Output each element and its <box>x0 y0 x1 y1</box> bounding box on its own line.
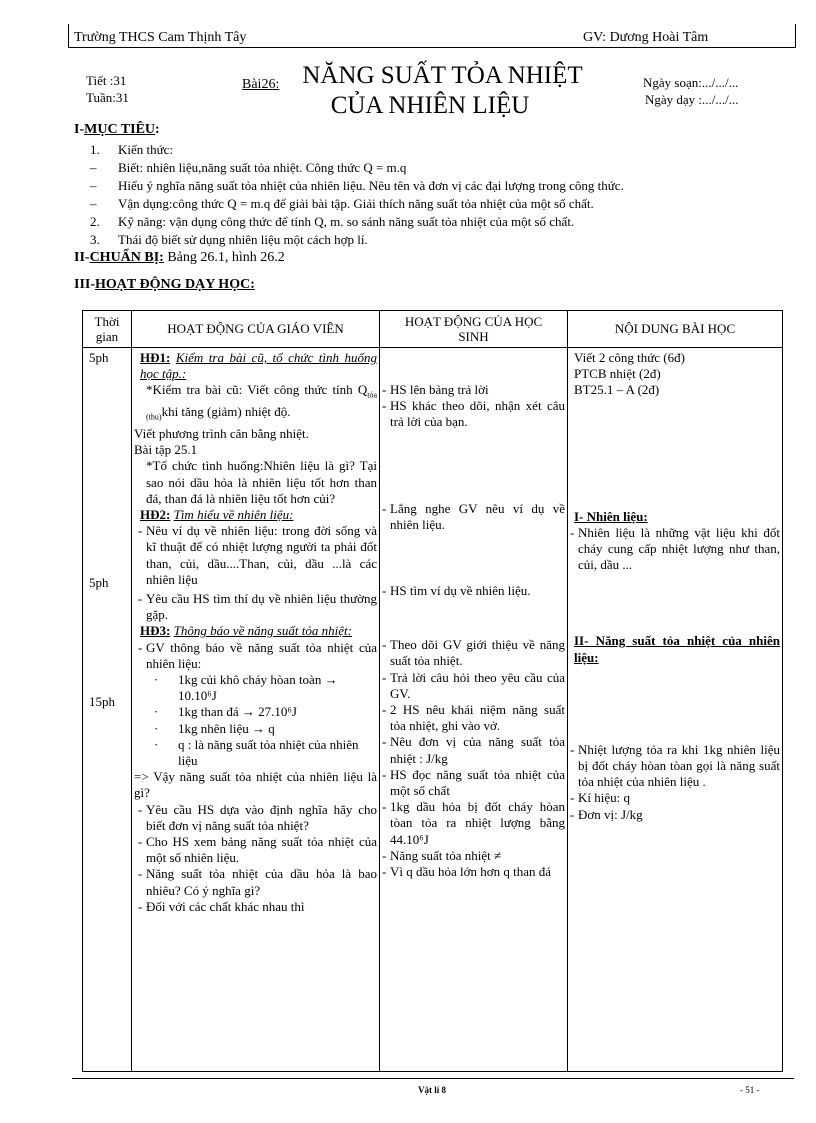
list-item: · 1kg nhên liệu → q <box>154 720 275 736</box>
hd2-heading: HĐ2: Tìm hiểu về nhiên liệu: <box>140 507 294 523</box>
hs-read-table: - HS đọc năng suất tỏa nhiệt của một số chất <box>384 767 567 799</box>
header-rule <box>68 47 795 48</box>
footer-rule <box>72 1078 794 1079</box>
lesson-period: Tiết :31 <box>86 73 127 88</box>
hs-answer: - HS lên bảng trả lời <box>384 382 567 398</box>
hs-listen: - Lắng nghe GV nêu ví dụ về nhiên liệu. <box>384 501 567 533</box>
list-item: – Biết: nhiên liệu,năng suất tỏa nhiệt. Công thức Q = m.q <box>90 160 407 175</box>
hd3-question: => Vậy năng suất tỏa nhiệt của nhiên liệu là gì? <box>134 769 377 801</box>
lesson-title-line1: NĂNG SUẤT TỎA NHIỆT <box>302 62 583 89</box>
list-item: – Vận dụng:công thức Q = m.q để giải bài tập. Giải thích năng suất tỏa nhiệt của một số chất. <box>90 196 594 211</box>
lesson-week: Tuần:31 <box>86 90 129 105</box>
nd-fuel-heading: I- Nhiên liệu: <box>574 508 648 524</box>
hs-kerosene: - 1kg dầu hỏa bị đốt cháy hòan tòan tỏa ra nhiệt lượng bằng 44.10⁶J <box>384 799 567 848</box>
hs-follow: - HS khác theo dõi, nhận xét câu trả lời của bạn. <box>384 398 567 430</box>
nd-line3: BT25.1 – A (2đ) <box>574 382 660 398</box>
lesson-title-line2: CỦA NHIÊN LIỆU <box>330 92 530 119</box>
hd3-different-substances: - Đối với các chất khác nhau thì <box>140 899 379 915</box>
lesson-content-column <box>568 348 783 1072</box>
school-name: Trường THCS Cam Thịnh Tây <box>74 30 247 45</box>
time-hd1: 5ph <box>89 350 109 365</box>
hs-different: - Năng suất tỏa nhiệt ≠ <box>384 848 567 864</box>
hd1-heading: HĐ1: Kiểm tra bài cũ, tổ chức tình huống học tập.: <box>140 350 377 382</box>
header-time: Thời gian <box>83 311 132 348</box>
footer-page-number: - 51 - <box>740 1085 760 1095</box>
time-hd2: 5ph <box>89 575 109 590</box>
hs-answer-questions: - Trả lời câu hỏi theo yêu cầu của GV. <box>384 670 567 702</box>
nd-symbol: - Kí hiệu: q <box>572 790 782 806</box>
date-taught: Ngày dạy :.../.../... <box>645 92 739 107</box>
nd-unit: - Đơn vị: J/kg <box>572 807 782 823</box>
hd1-exercise: Bài tập 25.1 <box>134 442 198 458</box>
lesson-number: Bài26: <box>242 77 280 92</box>
list-item: 1. Kiến thức: <box>90 142 174 157</box>
time-column <box>83 348 132 1072</box>
hd2-fuel-examples: - Nêu ví dụ về nhiên liệu: trong đời sống và kĩ thuật để có nhiệt lượng người ta phải đốt than, củi, dầu....Than, củi, dầu ...là các nhiên liệu <box>140 523 379 588</box>
list-item: · 1kg than đá → 27.10⁶J <box>154 704 297 720</box>
hd3-unit-question: - Yêu cầu HS dựa vào định nghĩa hãy cho biết đơn vị năng suất tỏa nhiệt? <box>140 802 379 834</box>
hs-unit: - Nêu đơn vị của năng suất tỏa nhiệt : J/kg <box>384 734 567 766</box>
section-objectives-heading: I-MỤC TIÊU: <box>74 122 160 137</box>
hd1-balance-equation: Viết phương trình cân bằng nhiệt. <box>134 426 309 441</box>
list-item: 3. Thái độ biết sử dụng nhiên liệu một cách hợp lí. <box>90 232 368 247</box>
hd3-kerosene: - Năng suất tỏa nhiệt của dầu hỏa là bao nhiêu? Có ý nghĩa gì? <box>140 866 379 898</box>
date-prepared: Ngày soạn:.../.../... <box>643 75 739 90</box>
time-hd3: 15ph <box>89 694 115 709</box>
section-preparation: II-CHUẨN BỊ: Bảng 26.1, hình 26.2 <box>74 250 285 265</box>
lesson-plan-table <box>82 310 783 1072</box>
teacher-activity-column <box>132 348 380 1072</box>
hd2-ask-examples: - Yêu cầu HS tìm thí dụ về nhiên liệu thường gặp. <box>140 591 379 623</box>
nd-line1: Viết 2 công thức (6đ) <box>574 350 685 365</box>
hs-reason: - Vì q dầu hỏa lớn hơn q than đá <box>384 864 567 880</box>
nd-fuel-definition: - Nhiên liệu là những vật liệu khi đốt cháy cung cấp nhiệt lượng như than, củi, dầu ... <box>572 525 782 574</box>
table-row <box>83 348 783 1072</box>
list-item: – Hiểu ý nghĩa năng suất tỏa nhiệt của nhiên liệu. Nêu tên và đơn vị các đại lượng trong công thức. <box>90 178 624 193</box>
hd1-situation: *Tổ chức tình huống:Nhiên liệu là gì? Tại sao nói dầu hỏa là nhiên liệu tốt hơn than đá, than đá là nhiên liệu tốt hơn củi? <box>146 458 377 506</box>
hs-follow-intro: - Theo dõi GV giới thiệu về năng suất tỏa nhiệt. <box>384 637 567 669</box>
header-teacher-activity: HOẠT ĐỘNG CỦA GIÁO VIÊN <box>132 311 380 348</box>
table-header-row <box>83 311 783 348</box>
hd3-announce: - GV thông báo về năng suất tỏa nhiệt của nhiên liệu: <box>140 640 379 672</box>
list-item: 2. Kỹ năng: vận dụng công thức để tính Q, m. so sánh năng suất tỏa nhiệt của một số chất. <box>90 214 575 229</box>
header-border-left <box>68 24 69 48</box>
hs-find-examples: - HS tìm ví dụ về nhiên liệu. <box>384 583 567 599</box>
header-border-right <box>795 24 796 48</box>
footer-subject: Vật lí 8 <box>418 1085 446 1095</box>
section-activities-heading: III-HOẠT ĐỘNG DẠY HỌC: <box>74 277 255 292</box>
list-item: · q : là năng suất tỏa nhiệt của nhiên liệu <box>154 736 359 769</box>
nd-line2: PTCB nhiệt (2đ) <box>574 366 661 382</box>
nd-heat-value-heading: II- Năng suất tỏa nhiệt của nhiên liệu: <box>574 633 780 665</box>
student-activity-column <box>380 348 568 1072</box>
hd3-heading: HĐ3: Thông báo về năng suất tỏa nhiệt: <box>140 623 352 639</box>
teacher-name: GV: Dương Hoài Tâm <box>583 30 709 45</box>
header-student-activity: HOẠT ĐỘNG CỦA HỌC SINH <box>380 311 568 348</box>
nd-heat-value-definition: - Nhiệt lượng tỏa ra khi 1kg nhiên liệu bị đốt cháy hòan tòan gọi là năng suất tỏa nhiệt của nhiên liệu . <box>572 742 782 791</box>
hs-concept: - 2 HS nêu khái niệm năng suất tỏa nhiệt, ghi vào vở. <box>384 702 567 734</box>
header-lesson-content: NỘI DUNG BÀI HỌC <box>568 311 783 348</box>
hd3-table-view: - Cho HS xem bảng năng suất tỏa nhiệt của một số nhiên liệu. <box>140 834 379 866</box>
hd1-check-old-lesson: *Kiểm tra bài cũ: Viết công thức tính $Q_{tỏa (thu)}khi$ tăng (giảm) nhiệt độ. <box>146 382 377 422</box>
list-item: · 1kg củi khô cháy hòan toàn → 10.10⁶J <box>154 672 338 704</box>
